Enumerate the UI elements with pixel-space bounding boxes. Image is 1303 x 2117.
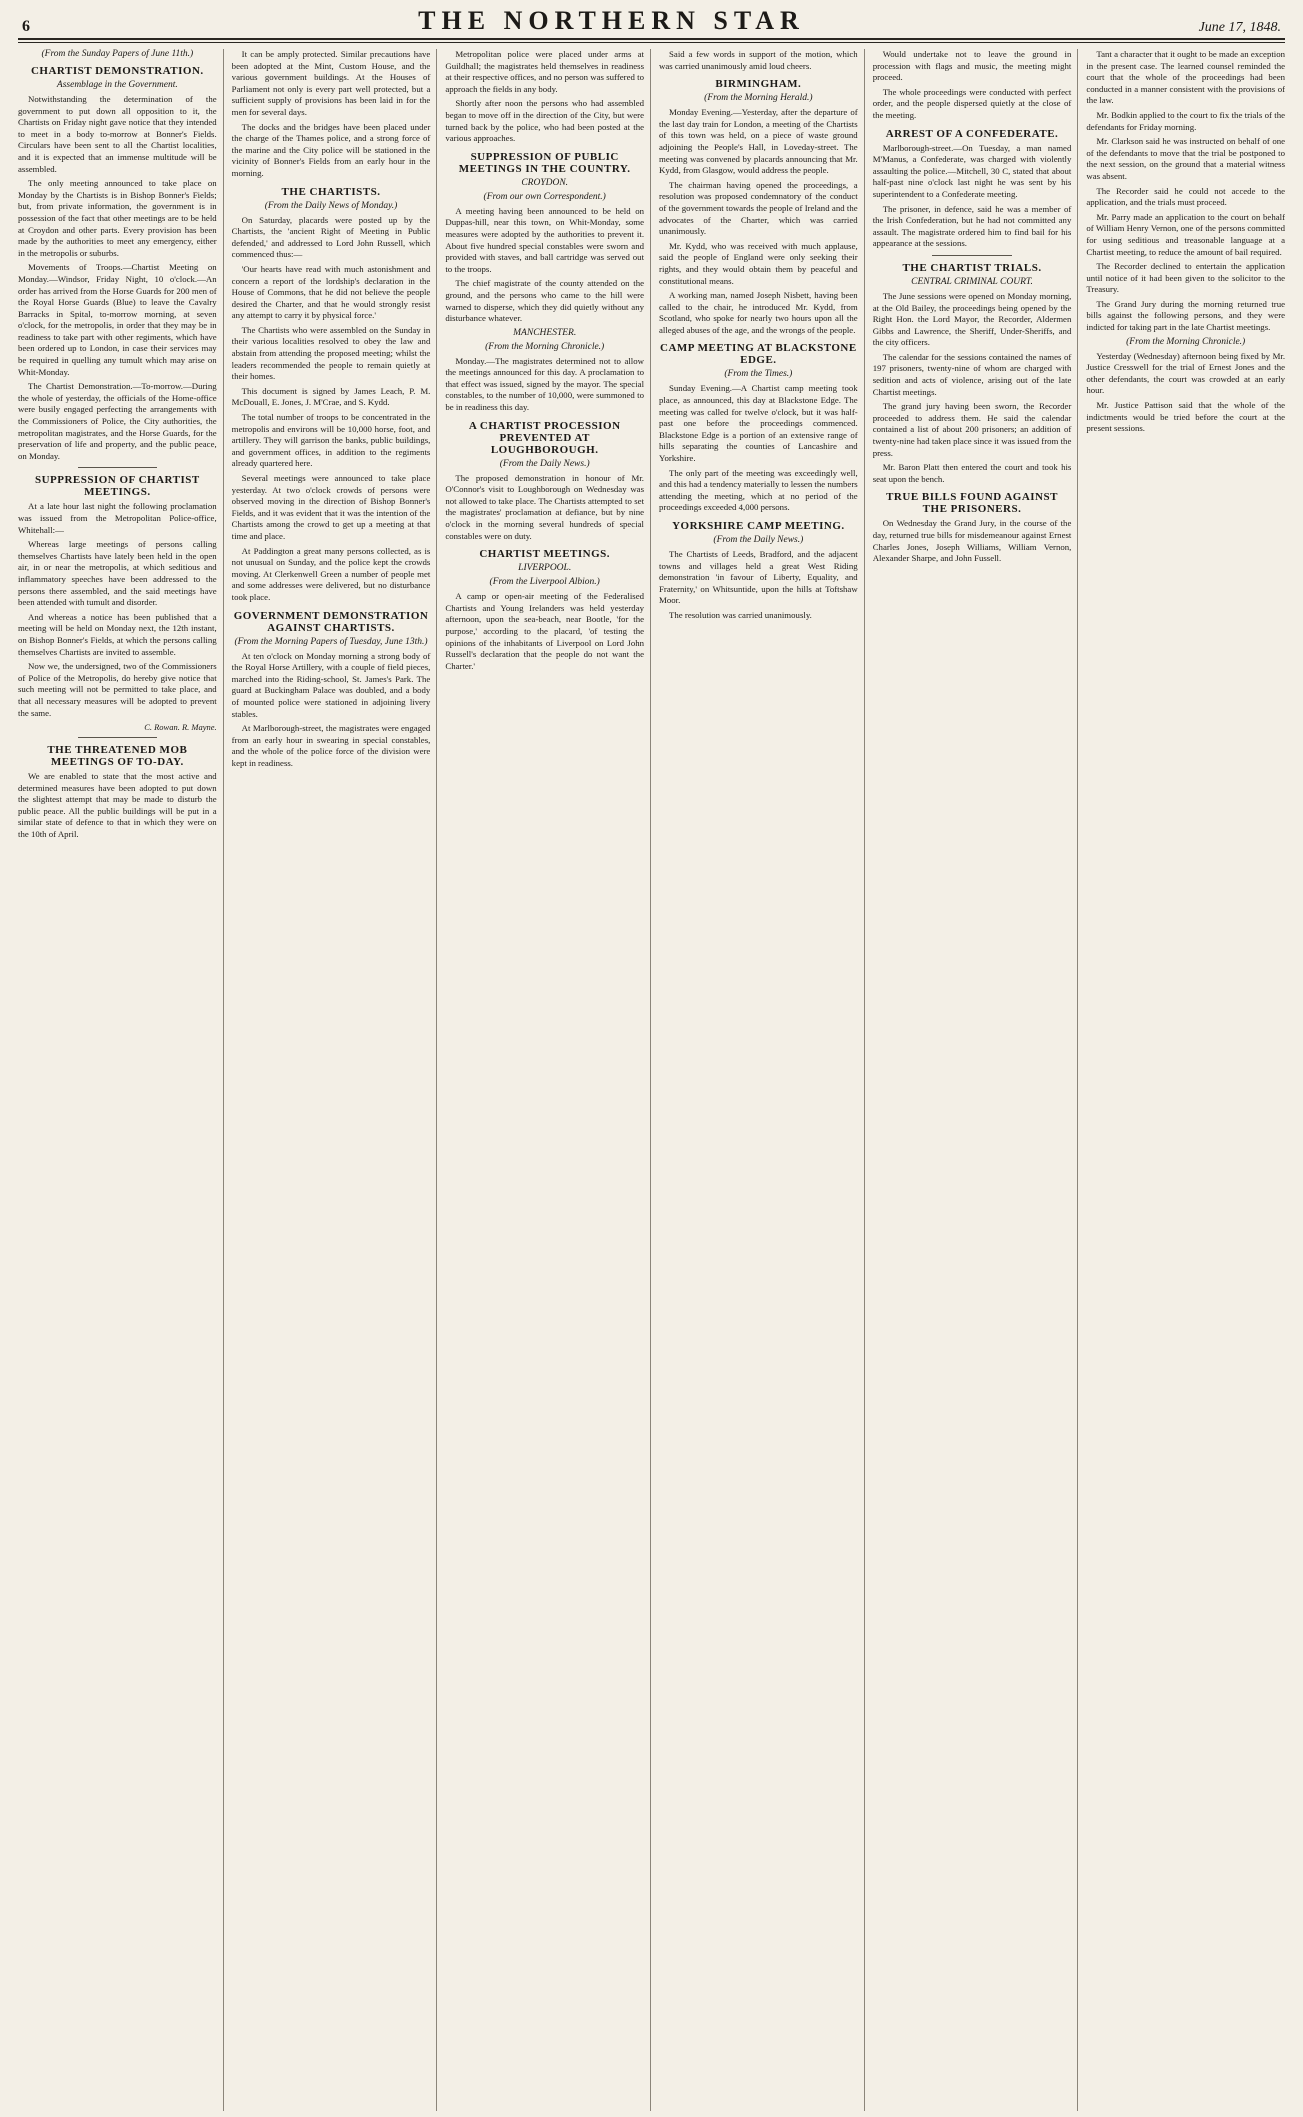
article-subheading: (From our own Correspondent.) (483, 191, 606, 202)
article-headline: CAMP MEETING AT BLACKSTONE EDGE. (660, 342, 857, 367)
column-3 (445, 49, 651, 2111)
article-paragraph: On Wednesday the Grand Jury, in the course of the day, returned true bills for misdemeanour against Ernest Charles Jones, Joseph Williams, William Vernon, Alexander Sharpe, and John Fussell. (872, 518, 1072, 564)
article-subheading: (From the Liverpool Albion.) (489, 577, 600, 588)
article-subheading: (From the Times.) (724, 369, 793, 380)
article-headline: TRUE BILLS FOUND AGAINST THE PRISONERS. (886, 491, 1058, 516)
article-subheading: LIVERPOOL. (518, 563, 572, 574)
article-headline: SUPPRESSION OF PUBLIC MEETINGS IN THE COUNTRY. (458, 150, 631, 175)
article-paragraph: A meeting having been announced to be held on Duppas-hill, near this town, on Whit-Monday, some measures were adopted by the authorities to prevent it. About five hundred special constables were sworn and provided with staves, and ball cartridge was served out to the troops. (445, 205, 645, 274)
section-divider (78, 737, 157, 738)
issue-date: June 17, 1848. (1198, 20, 1281, 35)
article-paragraph: The prisoner, in defence, said he was a member of the Irish Confederation, but he had not committed any assault. The magistrate ordered him to find bail for his appearance at the sessions. (872, 203, 1072, 249)
article-paragraph: The chairman having opened the proceedings, a resolution was proposed condemnatory of the conduct of the government towards the people of Ireland and the advocates of the Charter, which was carried unanimously. (659, 179, 858, 237)
article-paragraph: The grand jury having been sworn, the Recorder proceeded to address them. He said the calendar contained a list of about 200 prisoners; an addition of twenty-nine had taken place since it was issued from the press. (872, 401, 1072, 458)
article-headline: A CHARTIST PROCESSION PREVENTED AT LOUGHBOROUGH. (468, 419, 621, 456)
article-paragraph: A camp or open-air meeting of the Federalised Chartists and Young Irelanders was held yesterday afternoon, upon the sea-beach, near Bootle, 'for the purpose,' according to the placard, 'of testing the opinions of the inhabitants of Liverpool on Lord John Russell's declaration that the people do not want the Charter.' (445, 591, 645, 671)
article-paragraph: Whereas large meetings of persons calling themselves Chartists have lately been held in the open air, in or near the metropolis, at which seditious and inflammatory speeches have been addressed to the persons there assembled, and the said meetings have been attended with tumult and disorder. (18, 539, 217, 608)
article-paragraph: Movements of Troops.—Chartist Meeting on Monday.—Windsor, Friday Night, 10 o'clock.—An order has arrived from the Horse Guards for 200 men of the Royal Horse Guards (Blue) to leave the Cavalry Barracks in Spital, to-morrow morning, at seven o'clock, for the metropolis, in order that they may be in readiness to take part with other regiments, which have been ordered up to London, in case their services may be required in quelling any tumult which may arise on Whit-Monday. (18, 262, 217, 377)
article-headline: THE CHARTIST TRIALS. (902, 261, 1042, 274)
column-2 (232, 49, 438, 2111)
article-subheading: (From the Daily News.) (499, 458, 590, 469)
article-paragraph: Mr. Kydd, who was received with much applause, said the people of England were only seeking their rights, and they would obtain them by peaceful and constitutional means. (659, 240, 858, 286)
article-paragraph: Mr. Clarkson said he was instructed on behalf of one of the defendants to move that the trial be postponed to the next session, on the ground that a material witness was absent. (1086, 136, 1285, 181)
article-headline: CHARTIST DEMONSTRATION. (30, 65, 204, 77)
article-paragraph: At Paddington a great many persons collected, as is not unusual on Sunday, and the police kept the crowds moving. At Clerkenwell Green a number of people met and some addresses were delivered, but no disturbance took place. (231, 545, 431, 602)
article-headline: THE THREATENED MOB MEETINGS OF TO-DAY. (47, 744, 188, 769)
article-paragraph: The Grand Jury during the morning returned true bills against the following persons, and they were indicted for taking part in the late Chartist meetings. (1086, 298, 1285, 333)
article-paragraph: Shortly after noon the persons who had assembled began to move off in the direction of the City, but were turned back by the police, who had been posted at the various approaches. (445, 98, 645, 144)
article-paragraph: Yesterday (Wednesday) afternoon being fixed by Mr. Justice Cresswell for the trial of Ernest Jones and the other defendants, the court was crowded at an early hour. (1086, 350, 1285, 396)
article-paragraph: The Chartists of Leeds, Bradford, and the adjacent towns and villages held a great West Riding demonstration 'in favour of Liberty, Equality, and Fraternity,' on Whitsuntide, upon the hills at Toftshaw Moor. (659, 549, 858, 606)
section-divider (932, 255, 1011, 256)
article-paragraph: The chief magistrate of the county attended on the ground, and the persons who came to the hill were warned to disperse, which they did quietly without any disturbance whatever. (445, 278, 645, 324)
column-1 (18, 49, 224, 2111)
article-subheading: (From the Morning Chronicle.) (485, 341, 605, 352)
masthead-rule (18, 42, 1285, 43)
article-paragraph: The docks and the bridges have been placed under the charge of the Thames police, and a strong force of the marine and the City police will be stationed in the vicinity of Bonner's Fields from an early hour in the morning. (231, 121, 431, 178)
article-paragraph: Several meetings were announced to take place yesterday. At two o'clock crowds of persons were observed moving in the direction of Bishop Bonner's Fields, and it was evident that it was the intention of the Chartists among the crowd to get up a meeting at that time and place. (231, 473, 431, 541)
article-paragraph: The Recorder declined to entertain the application until notice of it had been given to the solicitor to the Treasury. (1086, 261, 1285, 295)
article-paragraph: The resolution was carried unanimously. (669, 609, 812, 620)
signature-line: C. Rowan. R. Mayne. (144, 722, 217, 733)
article-subheading: (From the Daily News.) (713, 535, 804, 545)
column-6 (1086, 49, 1285, 2111)
article-headline: YORKSHIRE CAMP MEETING. (672, 520, 845, 532)
article-paragraph: The total number of troops to be concentrated in the metropolis and environs will be 10,000 horse, foot, and artillery. They will garrison the banks, public buildings, and government offices, in addition to the regiments already quartered here. (231, 412, 431, 469)
article-paragraph: Mr. Bodkin applied to the court to fix the trials of the defendants for Friday morning. (1086, 109, 1285, 132)
section-divider (78, 467, 157, 468)
article-paragraph: Notwithstanding the determination of the government to put down all opposition to it, the Chartists on Friday night gave notice that they intended to meet in a body to-morrow at Bonner's Fields. Circulars have been sent to all the Chartist localities, and it is expected that an immense multitude will be assembled. (18, 94, 217, 174)
column-5 (873, 49, 1079, 2111)
article-paragraph: Would undertake not to leave the ground in procession with flags and music, the meeting might proceed. (872, 49, 1072, 83)
article-paragraph: At a late hour last night the following proclamation was issued from the Metropolitan Police-office, Whitehall:— (18, 501, 217, 535)
article-paragraph: We are enabled to state that the most active and determined measures have been adopted to put down the slightest attempt that may be made to disturb the public peace. All the public buildings will be put in a similar state of defence to that in which they were on the 10th of April. (18, 771, 217, 840)
article-headline: GOVERNMENT DEMONSTRATION AGAINST CHARTISTS. (233, 609, 429, 634)
article-paragraph: The Recorder said he could not accede to the application, and the trials must proceed. (1086, 185, 1285, 208)
page-number: 6 (22, 18, 30, 35)
article-paragraph: The calendar for the sessions contained the names of 197 prisoners, twenty-nine of whom are charged with sedition and acts of violence, arising out of the late Chartist meetings. (872, 351, 1072, 397)
article-paragraph: Sunday Evening.—A Chartist camp meeting took place, as announced, this day at Blackstone Edge. The meeting was called for twelve o'clock, but it was half-past one before the proceedings commenced. Blackstone Edge is a portion of an extensive range of hills separating the counties of Lancashire and Yorkshire. (659, 383, 858, 464)
article-paragraph: On Saturday, placards were posted up by the Chartists, the 'ancient Right of Meeting in Public defended,' and addressed to Lord John Russell, which commenced thus:— (231, 214, 431, 260)
newspaper-title: THE NORTHERN STAR (418, 6, 805, 35)
masthead (18, 6, 1285, 40)
article-paragraph: Now we, the undersigned, two of the Commissioners of Police of the Metropolis, do hereby give notice that such meeting will not be permitted to take place, and that all necessary measures will be adopted to prevent the same. (18, 661, 217, 718)
article-subheading: (From the Morning Papers of Tuesday, June 13th.) (234, 636, 428, 647)
article-subheading: CENTRAL CRIMINAL COURT. (911, 276, 1033, 287)
article-paragraph: Monday.—The magistrates determined not to allow the meetings announced for this day. A proclamation to that effect was issued, signed by the mayor. The special constables, to the number of 10,000, were summoned to be in readiness this day. (445, 355, 645, 413)
article-paragraph: The only part of the meeting was exceedingly well, and this had a tendency materially to lessen the numbers attending the meeting, which at no period of the proceedings exceeded 4,000 persons. (659, 467, 858, 513)
article-paragraph: Mr. Parry made an application to the court on behalf of William Henry Vernon, one of the persons committed for using seditious and treasonable language at a Chartist meeting, to reduce the amount of bail required. (1086, 211, 1285, 257)
article-headline: THE CHARTISTS. (281, 185, 381, 198)
article-subheading: CROYDON. (521, 177, 569, 188)
article-headline: CHARTIST MEETINGS. (479, 548, 611, 561)
article-paragraph: Mr. Baron Platt then entered the court and took his seat upon the bench. (872, 462, 1072, 484)
article-paragraph: Metropolitan police were placed under arms at Guildhall; the magistrates held themselves in readiness at their respective offices, and no person was suffered to approach the fields in any body. (445, 49, 645, 94)
article-paragraph: The only meeting announced to take place on Monday by the Chartists is in Bishop Bonner's Fields; but, from private information, the government is in possession of the fact that other meetings are to be held at Croydon and other parts. Every provision has been made by the authorities to meet any emergency, either in the metropolis or suburbs. (18, 178, 217, 258)
article-subheading: MANCHESTER. (513, 327, 577, 338)
article-subheading: (From the Daily News of Monday.) (264, 200, 398, 211)
article-paragraph: Marlborough-street.—On Tuesday, a man named M'Manus, a Confederate, was charged with violently assaulting the police.—Mitchell, 30 C, stated that about half-past nine o'clock last night he was sent by his superintendent to a Confederate meeting. (872, 142, 1072, 199)
article-paragraph: It can be amply protected. Similar precautions have been adopted at the Mint, Custom House, and the various government buildings. At the Houses of Parliament not only is every part well protected, but a sufficient supply of provisions has been laid in for the men for several days. (231, 49, 431, 117)
article-subheading: (From the Morning Herald.) (704, 93, 813, 104)
article-paragraph: The Chartist Demonstration.—To-morrow.—During the whole of yesterday, the officials of the Home-office were busily engaged perfecting the arrangements with the Commissioners of Police, the City authorities, the metropolitan magistrates, and the Horse Guards, for the preservation of life and property, and the public peace, on Monday. (18, 381, 217, 461)
article-headline: ARREST OF A CONFEDERATE. (885, 127, 1059, 140)
article-headline: SUPPRESSION OF CHARTIST MEETINGS. (34, 474, 200, 499)
article-columns (18, 49, 1285, 2111)
article-paragraph: At Marlborough-street, the magistrates were engaged from an early hour in swearing in special constables, and the whole of the police force of the division were kept in readiness. (231, 723, 431, 768)
article-paragraph: Mr. Justice Pattison said that the whole of the indictments would be tried before the court at the present sessions. (1086, 400, 1285, 434)
article-paragraph: The proposed demonstration in honour of Mr. O'Connor's visit to Loughborough on Wednesday was not allowed to take place. The Chartists attempted to set the magistrates' proclamation at defiance, but by nine o'clock in the morning several hundreds of special constables were on duty. (445, 472, 645, 541)
article-paragraph: 'Our hearts have read with much astonishment and concern a report of the lordship's declaration in the House of Commons, that he did not believe the people desired the Charter, and that he would strongly resist any attempt to carry it by physical force.' (231, 263, 431, 321)
article-paragraph: Said a few words in support of the motion, which was carried unanimously amid loud cheers. (659, 49, 858, 71)
article-paragraph: The Chartists who were assembled on the Sunday in their various localities resolved to obey the law and abstain from attending the proposed meeting; whilst the leaders recommended the people to remain quietly at their homes. (231, 324, 431, 382)
article-paragraph: Monday Evening.—Yesterday, after the departure of the last day train for London, a meeting of the Chartists of this town was held, on a piece of waste ground adjoining the People's Hall, in Loveday-street. The meeting was convened by placards announcing that Mr. Kydd, from Glasgow, would address the people. (659, 107, 858, 176)
column-4 (659, 49, 865, 2111)
article-subheading: (From the Sunday Papers of June 11th.) (41, 49, 194, 59)
article-paragraph: The June sessions were opened on Monday morning, at the Old Bailey, the proceedings being opened by the Right Hon. the Lord Mayor, the Recorder, Aldermen Gibbs and Lawrence, the Sheriff, Under-Sheriffs, and the city officers. (872, 290, 1072, 348)
article-paragraph: A working man, named Joseph Nisbett, having been called to the chair, he introduced Mr. Kydd, from Scotland, who spoke for nearly two hours upon all the alleged abuses of the age, and the wrongs of the people. (659, 290, 858, 335)
article-paragraph: The whole proceedings were conducted with perfect order, and the people dispersed quietly at the close of the meeting. (872, 86, 1072, 120)
article-paragraph: Tant a character that it ought to be made an exception in the present case. The learned counsel reminded the court that the whole of the proceedings had been conducted in a manner consistent with the provisions of the law. (1086, 49, 1285, 106)
article-paragraph: At ten o'clock on Monday morning a strong body of the Royal Horse Artillery, with a couple of field pieces, marched into the Riding-school, St. James's Park. The guard at Buckingham Palace was doubled, and a body of mounted police were stationed in adjoining livery stables. (231, 650, 431, 719)
article-subheading: (From the Morning Chronicle.) (1126, 336, 1246, 347)
article-headline: BIRMINGHAM. (715, 78, 802, 91)
article-paragraph: This document is signed by James Leach, P. M. McDouall, E. Jones, J. M'Crae, and S. Kydd. (231, 385, 431, 408)
article-paragraph: And whereas a notice has been published that a meeting will be held on Monday next, the 12th instant, on Bishop Bonner's Fields, at which the persons calling themselves Chartists are invited to assemble. (18, 611, 217, 657)
article-subheading: Assemblage in the Government. (56, 80, 178, 90)
